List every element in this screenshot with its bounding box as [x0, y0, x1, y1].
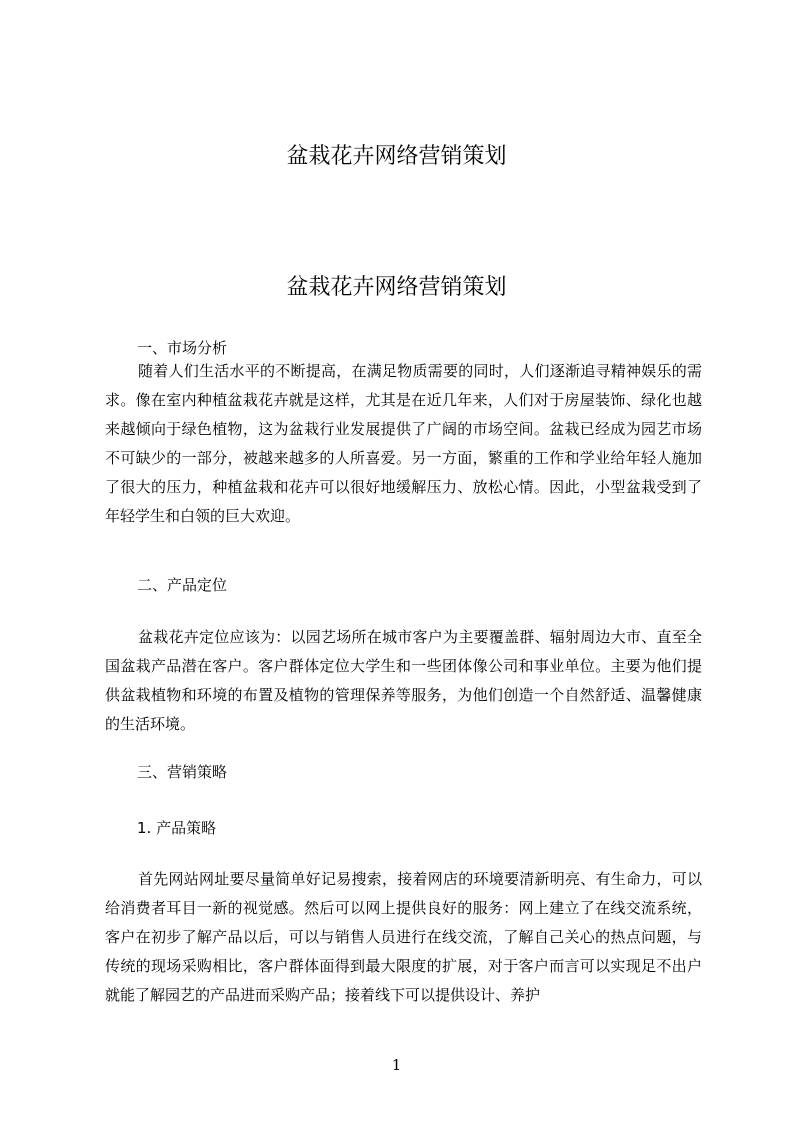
- page-number: 1: [391, 1056, 402, 1074]
- section-heading-product-positioning: 二、产品定位: [137, 576, 228, 594]
- section-paragraph-market-analysis: 随着人们生活水平的不断提高，在满足物质需要的同时，人们逐渐追寻精神娱乐的需求。像在室内种植盆栽花卉就是这样，尤其是在近几年来，人们对于房屋装饰、绿化也越来越倾向于绿色植物，这为盆栽行业发展提供了广阔的市场空间。盆栽已经成为园艺市场不可缺少的一部分，被越来越多的人所喜爱。另一方面，繁重的工作和学业给年轻人施加了很大的压力，种植盆栽和花卉可以很好地缓解压力、放松心情。因此，小型盆栽受到了年轻学生和白领的巨大欢迎。: [105, 362, 702, 525]
- section-heading-marketing-strategy: 三、营销策略: [137, 763, 228, 781]
- page-title: 盆栽花卉网络营销策划: [286, 275, 507, 300]
- section-heading-market-analysis: 一、市场分析: [137, 339, 228, 357]
- cover-title: 盆栽花卉网络营销策划: [286, 144, 507, 169]
- subsection-heading-product-strategy: 1. 产品策略: [137, 819, 217, 837]
- section-paragraph-product-positioning: 盆栽花卉定位应该为：以园艺场所在城市客户为主要覆盖群、辐射周边大市、直至全国盆栽产品潜在客户。客户群体定位大学生和一些团体像公司和事业单位。主要为他们提供盆栽植物和环境的布置及植物的管理保养等服务，为他们创造一个自然舒适、温馨健康的生活环境。: [105, 628, 702, 733]
- section-paragraph-product-strategy: 首先网站网址要尽量简单好记易搜索，接着网店的环境要清新明亮、有生命力，可以给消费者耳目一新的视觉感。然后可以网上提供良好的服务：网上建立了在线交流系统，客户在初步了解产品以后，可以与销售人员进行在线交流，了解自己关心的热点问题，与传统的现场采购相比，客户群体面得到最大限度的扩展，对于客户而言可以实现足不出户就能了解园艺的产品进而采购产品；接着线下可以提供设计、养护: [105, 870, 702, 1004]
